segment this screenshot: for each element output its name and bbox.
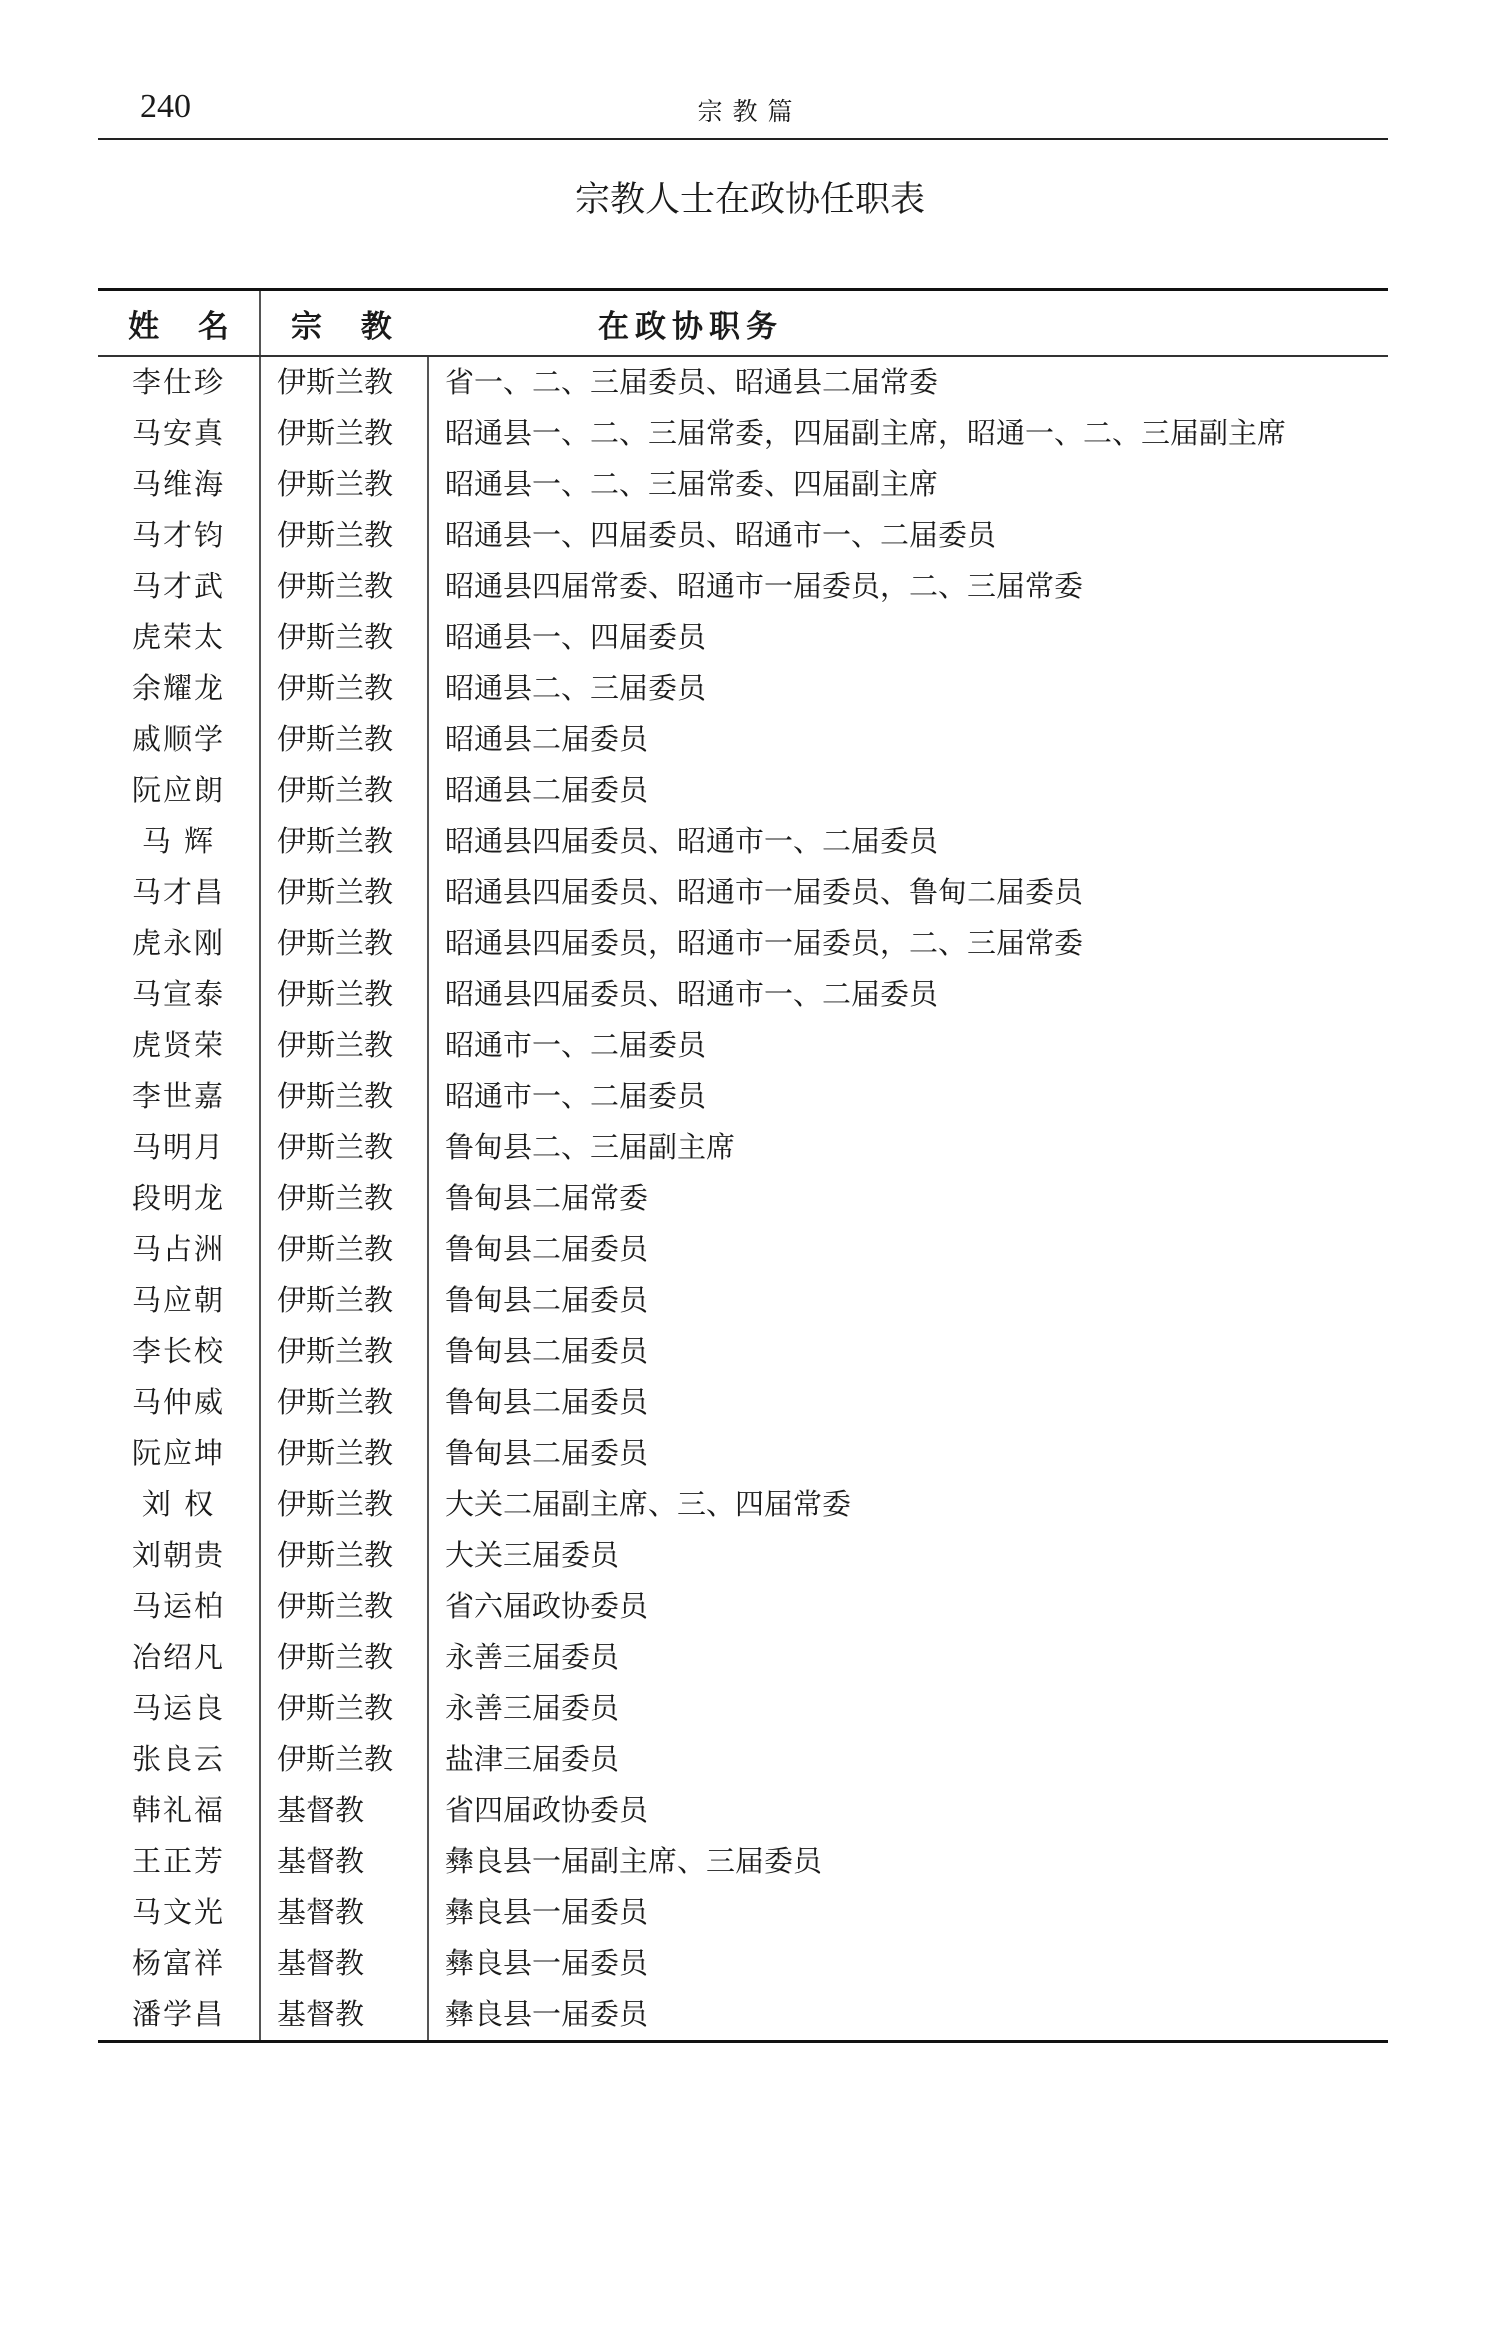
table-row [98, 561, 1388, 612]
religion-cell: 伊斯兰教 [260, 1530, 428, 1581]
posts-cell: 鲁甸县二届委员 [428, 1377, 1388, 1428]
religion-cell: 伊斯兰教 [260, 612, 428, 663]
posts-cell: 昭通市一、二届委员 [428, 1020, 1388, 1071]
religion-cell: 伊斯兰教 [260, 561, 428, 612]
table-row [98, 1428, 1388, 1479]
posts-cell: 永善三届委员 [428, 1632, 1388, 1683]
religion-cell: 伊斯兰教 [260, 1734, 428, 1785]
name-cell: 阮应朗 [131, 773, 225, 807]
posts-cell: 昭通县四届委员、昭通市一届委员、鲁甸二届委员 [428, 867, 1388, 918]
table-row [98, 1122, 1388, 1173]
religion-cell: 伊斯兰教 [260, 765, 428, 816]
table-row [98, 918, 1388, 969]
posts-cell: 昭通市一、二届委员 [428, 1071, 1388, 1122]
posts-cell: 鲁甸县二届委员 [428, 1326, 1388, 1377]
table-row [98, 1326, 1388, 1377]
name-cell: 段明龙 [131, 1181, 225, 1215]
name-cell: 马仲威 [131, 1385, 225, 1419]
table-row [98, 1581, 1388, 1632]
posts-cell: 永善三届委员 [428, 1683, 1388, 1734]
religion-cell: 伊斯兰教 [260, 1122, 428, 1173]
table-row [98, 1734, 1388, 1785]
name-cell: 马应朝 [131, 1283, 225, 1317]
religion-cell: 伊斯兰教 [260, 1224, 428, 1275]
religion-cell: 伊斯兰教 [260, 663, 428, 714]
name-cell: 马文光 [131, 1895, 225, 1929]
posts-cell: 盐津三届委员 [428, 1734, 1388, 1785]
posts-cell: 鲁甸县二届委员 [428, 1428, 1388, 1479]
religion-cell: 基督教 [260, 1836, 428, 1887]
posts-cell: 大关二届副主席、三、四届常委 [428, 1479, 1388, 1530]
posts-cell: 鲁甸县二、三届副主席 [428, 1122, 1388, 1173]
table-row [98, 1683, 1388, 1734]
table-row [98, 1479, 1388, 1530]
religion-cell: 伊斯兰教 [260, 1275, 428, 1326]
name-cell: 戚顺学 [131, 722, 225, 756]
posts-cell: 鲁甸县二届委员 [428, 1275, 1388, 1326]
religion-cell: 伊斯兰教 [260, 459, 428, 510]
posts-cell: 昭通县二届委员 [428, 714, 1388, 765]
religion-cell: 伊斯兰教 [260, 1071, 428, 1122]
table-row [98, 816, 1388, 867]
posts-cell: 省一、二、三届委员、昭通县二届常委 [428, 356, 1388, 408]
posts-cell: 彝良县一届副主席、三届委员 [428, 1836, 1388, 1887]
name-cell: 虎永刚 [131, 926, 225, 960]
table-row [98, 1071, 1388, 1122]
name-cell: 王正芳 [131, 1844, 225, 1878]
name-cell: 李长校 [131, 1334, 225, 1368]
religion-cell: 基督教 [260, 1938, 428, 1989]
posts-cell: 昭通县一、四届委员、昭通市一、二届委员 [428, 510, 1388, 561]
religion-cell: 伊斯兰教 [260, 867, 428, 918]
posts-cell: 昭通县四届委员、昭通市一、二届委员 [428, 969, 1388, 1020]
name-cell: 刘朝贵 [131, 1538, 225, 1572]
table-row [98, 408, 1388, 459]
religion-cell: 基督教 [260, 1785, 428, 1836]
religion-cell: 伊斯兰教 [260, 1428, 428, 1479]
table-row [98, 1989, 1388, 2042]
name-cell: 马占洲 [131, 1232, 225, 1266]
posts-cell: 彝良县一届委员 [428, 1938, 1388, 1989]
header-rule [98, 138, 1388, 140]
name-cell: 刘 权 [141, 1487, 216, 1521]
running-head: 宗教篇 [697, 97, 803, 126]
name-cell: 李仕珍 [131, 365, 225, 399]
name-cell: 余耀龙 [131, 671, 225, 705]
posts-cell: 昭通县二届委员 [428, 765, 1388, 816]
table-title: 宗教人士在政协任职表 [574, 180, 925, 220]
table-row [98, 1836, 1388, 1887]
table-header-row [98, 290, 1388, 357]
religion-cell: 伊斯兰教 [260, 356, 428, 408]
table-row [98, 1530, 1388, 1581]
religion-cell: 伊斯兰教 [260, 1173, 428, 1224]
posts-cell: 省六届政协委员 [428, 1581, 1388, 1632]
posts-cell: 彝良县一届委员 [428, 1887, 1388, 1938]
religion-cell: 基督教 [260, 1989, 428, 2042]
posts-cell: 昭通县一、四届委员 [428, 612, 1388, 663]
religion-cell: 伊斯兰教 [260, 918, 428, 969]
posts-cell: 昭通县四届委员、昭通市一、二届委员 [428, 816, 1388, 867]
column-header-religion: 宗 教 [260, 290, 428, 357]
table-row [98, 1785, 1388, 1836]
name-cell: 马安真 [131, 416, 225, 450]
name-cell: 李世嘉 [131, 1079, 225, 1113]
name-cell: 阮应坤 [131, 1436, 225, 1470]
posts-cell: 昭通县四届委员，昭通市一届委员，二、三届常委 [428, 918, 1388, 969]
name-cell: 马宣泰 [131, 977, 225, 1011]
name-cell: 马才钧 [131, 518, 225, 552]
page-number: 240 [140, 88, 191, 125]
table-row [98, 765, 1388, 816]
table-row [98, 867, 1388, 918]
table-row [98, 969, 1388, 1020]
table-row [98, 459, 1388, 510]
posts-cell: 大关三届委员 [428, 1530, 1388, 1581]
name-cell: 杨富祥 [131, 1946, 225, 1980]
posts-cell: 省四届政协委员 [428, 1785, 1388, 1836]
name-cell: 马明月 [131, 1130, 225, 1164]
table-row [98, 1377, 1388, 1428]
name-cell: 马 辉 [141, 824, 216, 858]
posts-cell: 鲁甸县二届委员 [428, 1224, 1388, 1275]
table-row [98, 1938, 1388, 1989]
religion-cell: 伊斯兰教 [260, 816, 428, 867]
religion-cell: 伊斯兰教 [260, 408, 428, 459]
name-cell: 冶绍凡 [131, 1640, 225, 1674]
table-row [98, 356, 1388, 408]
table-row [98, 510, 1388, 561]
religion-cell: 伊斯兰教 [260, 1020, 428, 1071]
column-header-name: 姓 名 [98, 290, 260, 357]
column-header-posts: 在政协职务 [428, 290, 1388, 357]
religion-cell: 伊斯兰教 [260, 1581, 428, 1632]
name-cell: 虎荣太 [131, 620, 225, 654]
religion-cell: 伊斯兰教 [260, 510, 428, 561]
name-cell: 马运良 [131, 1691, 225, 1725]
name-cell: 马才昌 [131, 875, 225, 909]
officials-table [98, 288, 1388, 2043]
name-cell: 马才武 [131, 569, 225, 603]
posts-cell: 昭通县四届常委、昭通市一届委员，二、三届常委 [428, 561, 1388, 612]
religion-cell: 伊斯兰教 [260, 1632, 428, 1683]
posts-cell: 昭通县一、二、三届常委、四届副主席 [428, 459, 1388, 510]
table-row [98, 612, 1388, 663]
religion-cell: 伊斯兰教 [260, 1479, 428, 1530]
religion-cell: 伊斯兰教 [260, 969, 428, 1020]
table-row [98, 1887, 1388, 1938]
table-row [98, 1173, 1388, 1224]
posts-cell: 昭通县二、三届委员 [428, 663, 1388, 714]
religion-cell: 伊斯兰教 [260, 1683, 428, 1734]
name-cell: 马维海 [131, 467, 225, 501]
religion-cell: 伊斯兰教 [260, 1377, 428, 1428]
posts-cell: 昭通县一、二、三届常委，四届副主席，昭通一、二、三届副主席 [428, 408, 1388, 459]
religion-cell: 基督教 [260, 1887, 428, 1938]
table-row [98, 1275, 1388, 1326]
table-row [98, 1224, 1388, 1275]
posts-cell: 彝良县一届委员 [428, 1989, 1388, 2042]
table-row [98, 663, 1388, 714]
name-cell: 潘学昌 [98, 1989, 260, 2042]
name-cell: 韩礼福 [131, 1793, 225, 1827]
table-row [98, 1632, 1388, 1683]
posts-cell: 鲁甸县二届常委 [428, 1173, 1388, 1224]
table-row [98, 714, 1388, 765]
religion-cell: 伊斯兰教 [260, 714, 428, 765]
name-cell: 张良云 [131, 1742, 225, 1776]
religion-cell: 伊斯兰教 [260, 1326, 428, 1377]
table-row [98, 1020, 1388, 1071]
name-cell: 虎贤荣 [131, 1028, 225, 1062]
table-body [98, 356, 1388, 2042]
name-cell: 马运柏 [131, 1589, 225, 1623]
